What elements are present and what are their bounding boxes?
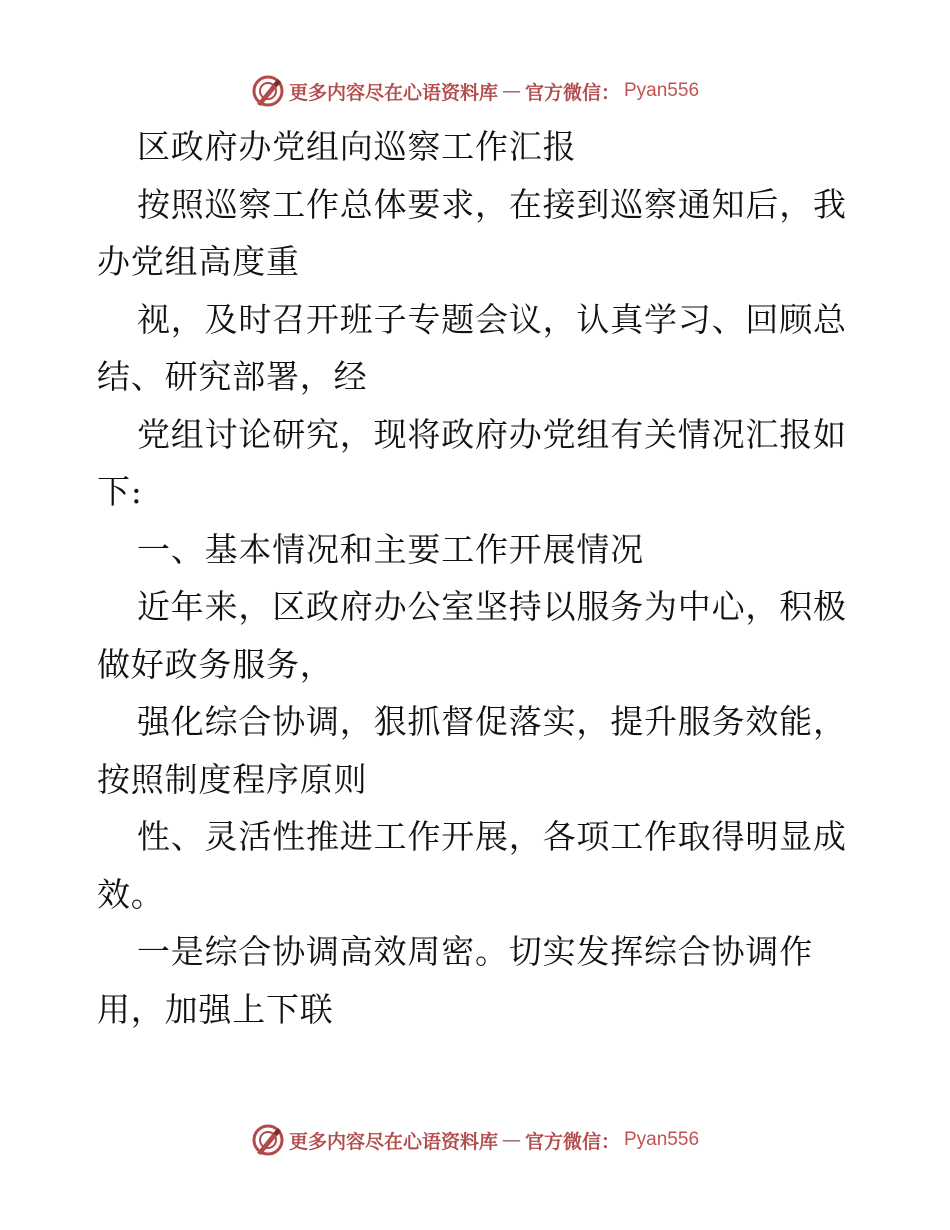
banner-wechat-id: Pyan556 [624, 80, 700, 101]
banner-text: 更多内容尽在心语资料库 [288, 1130, 498, 1153]
paragraph-line: 结、研究部署，经 [97, 357, 368, 396]
paragraph-line: 视，及时召开班子专题会议，认真学习、回顾总 [137, 299, 847, 339]
paragraph-line: 强化综合协调，狠抓督促落实，提升服务效能， [137, 702, 847, 741]
header-banner [0, 71, 950, 111]
banner-dash: — [501, 1129, 521, 1151]
footer-banner [0, 1120, 950, 1160]
banner-dash: — [501, 80, 521, 102]
banner-text: 更多内容尽在心语资料库 [288, 81, 498, 104]
pen-logo-icon [251, 74, 285, 108]
paragraph-line: 用，加强上下联 [97, 989, 334, 1029]
paragraph-line: 党组讨论研究，现将政府办党组有关情况汇报如 [137, 414, 847, 454]
document-body [97, 118, 857, 1038]
document-title: 区政府办党组向巡察工作汇报 [137, 127, 577, 166]
paragraph-line: 下: [97, 472, 143, 511]
paragraph-line: 按照制度程序原则 [97, 759, 368, 799]
paragraph-line: 按照巡察工作总体要求，在接到巡察通知后，我 [137, 184, 847, 224]
paragraph-line: 效。 [97, 874, 165, 914]
paragraph-line: 做好政务服务， [97, 644, 334, 684]
pen-logo-icon [251, 1123, 285, 1157]
paragraph-line: 办党组高度重 [97, 242, 300, 281]
paragraph-line: 近年来，区政府办公室坚持以服务为中心，积极 [137, 587, 847, 626]
banner-wechat-id: Pyan556 [624, 1129, 700, 1150]
paragraph-line: 一是综合协调高效周密。切实发挥综合协调作 [137, 932, 813, 971]
banner-wechat-label: 官方微信： [524, 81, 620, 104]
paragraph-line: 性、灵活性推进工作开展，各项工作取得明显成 [137, 817, 847, 856]
section-heading: 一、基本情况和主要工作开展情况 [137, 529, 644, 569]
banner-wechat-label: 官方微信： [524, 1130, 620, 1153]
